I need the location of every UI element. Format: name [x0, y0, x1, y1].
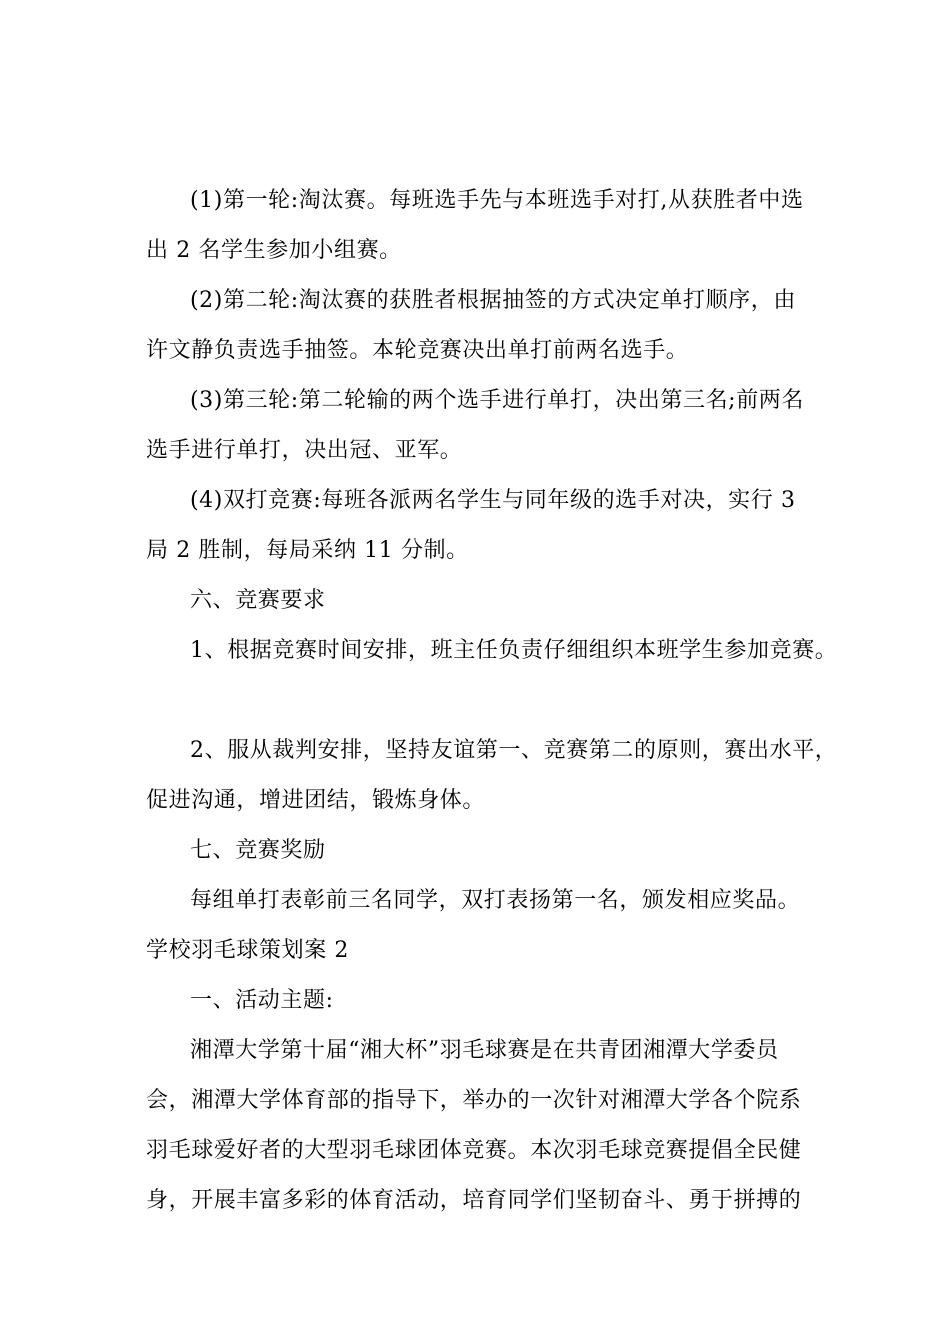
theme-paragraph-line-3: 羽毛球爱好者的大型羽毛球团体竞赛。本次羽毛球竞赛提倡全民健	[146, 1138, 802, 1163]
round-one-line-2: 出 2 名学生参加小组赛。	[146, 238, 402, 263]
round-two-line-1: (2)第二轮:淘汰赛的获胜者根据抽签的方式决定单打顺序，由	[190, 288, 796, 313]
section-heading-awards: 七、竞赛奖励	[190, 838, 326, 863]
requirement-2-line-2: 促进沟通，增进团结，锻炼身体。	[146, 788, 486, 813]
document-title-2: 学校羽毛球策划案 2	[146, 938, 349, 963]
theme-paragraph-line-4: 身，开展丰富多彩的体育活动，培育同学们坚韧奋斗、勇于拼搏的	[146, 1188, 802, 1213]
section-heading-theme: 一、活动主题:	[190, 988, 334, 1013]
awards-paragraph: 每组单打表彰前三名同学，双打表扬第一名，颁发相应奖品。	[190, 888, 801, 913]
requirement-1: 1、根据竞赛时间安排，班主任负责仔细组织本班学生参加竞赛。	[190, 638, 838, 663]
theme-paragraph-line-2: 会，湘潭大学体育部的指导下，举办的一次针对湘潭大学各个院系	[146, 1088, 802, 1113]
round-three-line-1: (3)第三轮:第二轮输的两个选手进行单打，决出第三名;前两名	[190, 388, 804, 413]
theme-paragraph-line-1: 湘潭大学第十届“湘大杯”羽毛球赛是在共青团湘潭大学委员	[190, 1038, 779, 1063]
round-two-line-2: 许文静负责选手抽签。本轮竞赛决出单打前两名选手。	[146, 338, 689, 363]
round-one-line-1: (1)第一轮:淘汰赛。每班选手先与本班选手对打,从获胜者中选	[190, 188, 804, 213]
doubles-line-2: 局 2 胜制，每局采纳 11 分制。	[146, 538, 469, 563]
requirement-2-line-1: 2、服从裁判安排，坚持友谊第一、竞赛第二的原则，赛出水平，	[190, 738, 838, 763]
doubles-line-1: (4)双打竞赛:每班各派两名学生与同年级的选手对决，实行 3	[190, 488, 796, 513]
section-heading-requirements: 六、竞赛要求	[190, 588, 326, 613]
round-three-line-2: 选手进行单打，决出冠、亚军。	[146, 438, 463, 463]
